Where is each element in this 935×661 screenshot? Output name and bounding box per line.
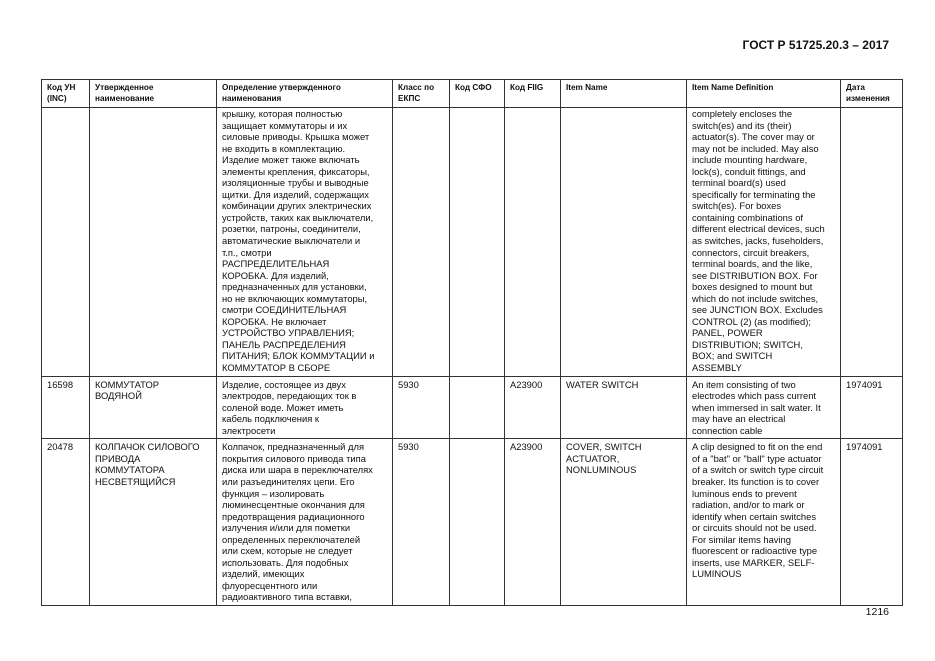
col-header-ekps-class: Класс по ЕКПС xyxy=(393,80,450,108)
definition-ru-cell: Изделие, состоящее из двух электродов, передающих ток в соленой воде. Может иметь кабель подключения к электросети xyxy=(217,376,393,439)
table-header-row xyxy=(42,80,903,108)
col-header-fiig-code: Код FIIG xyxy=(505,80,561,108)
item-name-cell: COVER, SWITCH ACTUATOR, NONLUMINOUS xyxy=(561,439,687,606)
definition-ru-cell: Колпачок, предназначенный для покрытия силового привода типа диска или шара в переключателях или разъединителях цепи. Его функция – изолировать люминесцентные окончания для предотвращения радиационного излучения и/или для пометки определенных переключателей или схем, которые не следует использовать. Для подобных изделий, имеющих флуоресцентного или радиоактивного типа вставки, xyxy=(217,439,393,606)
fiig-code-cell: A23900 xyxy=(505,376,561,439)
standard-designation: ГОСТ Р 51725.20.3 – 2017 xyxy=(742,38,889,52)
change-date-cell: 1974091 xyxy=(841,439,903,606)
table-row xyxy=(42,376,903,439)
col-header-change-date: Дата изменения xyxy=(841,80,903,108)
approved-name-cell: КОЛПАЧОК СИЛОВОГО ПРИВОДА КОММУТАТОРА НЕСВЕТЯЩИЙСЯ xyxy=(90,439,217,606)
ekps-class-cell: 5930 xyxy=(393,439,450,606)
col-header-definition-ru: Определение утвержденного наименования xyxy=(217,80,393,108)
table-row xyxy=(42,439,903,606)
col-header-item-name-definition: Item Name Definition xyxy=(687,80,841,108)
inc-cell: 16598 xyxy=(42,376,90,439)
col-header-sfo-code: Код СФО xyxy=(450,80,505,108)
sfo-code-cell xyxy=(450,439,505,606)
col-header-item-name: Item Name xyxy=(561,80,687,108)
sfo-code-cell xyxy=(450,376,505,439)
col-header-approved-name: Утвержденное наименование xyxy=(90,80,217,108)
definition-en-cell: A clip designed to fit on the end of a "bat" or "ball" type actuator of a switch or switch type circuit breaker. Its function is to cover luminous ends to prevent radiation, and/or to mark or identify when certain switches or circuits should not be used. For similar items having fluorescent or radioactive type inserts, use MARKER, SELF- LUMINOUS xyxy=(687,439,841,606)
item-names-table xyxy=(41,79,903,606)
col-header-inc: Код УН (INC) xyxy=(42,80,90,108)
table-row-continuation xyxy=(42,108,903,377)
inc-cell: 20478 xyxy=(42,439,90,606)
change-date-cell: 1974091 xyxy=(841,376,903,439)
item-name-cell: WATER SWITCH xyxy=(561,376,687,439)
ekps-class-cell: 5930 xyxy=(393,376,450,439)
definition-en-cell: completely encloses the switch(es) and its (their) actuator(s). The cover may or may not be included. May also include mounting hardware, lock(s), conduit fittings, and terminal board(s) used specifically for terminating the switch(es). For boxes containing combinations of different electrical devices, such as switches, jacks, fuseholders, connectors, circuit breakers, terminal boards, and the like, see DISTRIBUTION BOX. For boxes designed to mount but which do not include switches, see JUNCTION BOX. Excludes CONTROL (2) (as modified); PANEL, POWER DISTRIBUTION; SWITCH, BOX; and SWITCH ASSEMBLY xyxy=(687,108,841,377)
fiig-code-cell: A23900 xyxy=(505,439,561,606)
definition-ru-cell: крышку, которая полностью защищает коммутаторы и их силовые приводы. Крышка может не входить в комплектацию. Изделие может также включать элементы крепления, фиксаторы, изоляционные трубы и выводные щитки. Для изделий, содержащих комбинации других электрических устройств, таких как выключатели, розетки, патроны, соединители, автоматические выключатели и т.п., смотри РАСПРЕДЕЛИТЕЛЬНАЯ КОРОБКА. Для изделий, предназначенных для установки, но не включающих коммутаторы, смотри СОЕДИНИТЕЛЬНАЯ КОРОБКА. Не включает УСТРОЙСТВО УПРАВЛЕНИЯ; ПАНЕЛЬ РАСПРЕДЕЛЕНИЯ ПИТАНИЯ; БЛОК КОММУТАЦИИ и КОММУТАТОР В СБОРЕ xyxy=(217,108,393,377)
page-number: 1216 xyxy=(865,606,889,618)
approved-name-cell: КОММУТАТОР ВОДЯНОЙ xyxy=(90,376,217,439)
definition-en-cell: An item consisting of two electrodes which pass current when immersed in salt water. It may have an electrical connection cable xyxy=(687,376,841,439)
